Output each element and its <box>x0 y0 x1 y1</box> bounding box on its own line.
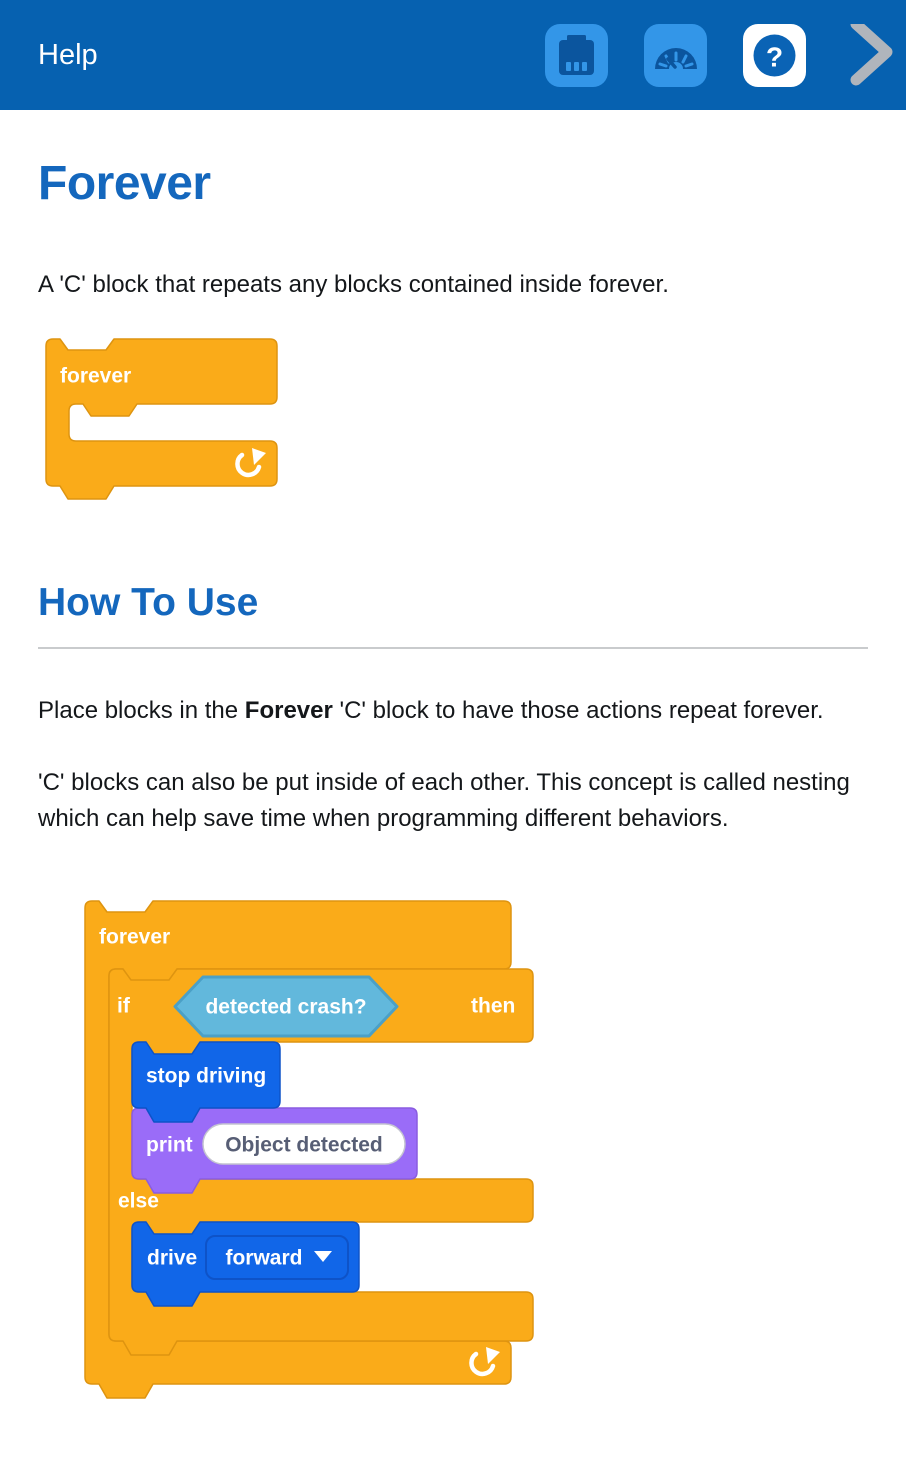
header <box>0 0 906 110</box>
usage-text-before: Place blocks in the <box>38 697 245 724</box>
then-label: then <box>471 994 516 1018</box>
block-description: A 'C' block that repeats any blocks contained inside forever. <box>38 271 669 298</box>
help-article <box>0 156 906 1404</box>
else-label: else <box>118 1189 159 1213</box>
page-title: Help <box>38 38 98 71</box>
section-divider <box>38 647 868 649</box>
help-button[interactable] <box>743 24 806 87</box>
drive-label: drive <box>147 1246 198 1270</box>
next-page-button[interactable] <box>842 24 900 87</box>
dashboard-button[interactable] <box>644 24 707 87</box>
outer-forever-label: forever <box>99 925 171 949</box>
article-title: Forever <box>38 157 211 210</box>
usage-paragraph <box>38 693 858 729</box>
brain-icon <box>545 24 608 87</box>
drive-direction-value: forward <box>225 1246 303 1270</box>
forever-block-illustration <box>44 337 294 509</box>
section-title: How To Use <box>38 581 259 624</box>
nesting-paragraph: 'C' blocks can also be put inside of each other. This concept is called nesting which can help save time when programming different behaviors. <box>38 769 850 832</box>
print-label: print <box>146 1133 193 1157</box>
chevron-right-icon <box>842 24 900 87</box>
brain-device-button[interactable] <box>545 24 608 87</box>
if-label: if <box>117 994 130 1018</box>
forever-block-label: forever <box>60 364 132 388</box>
stop-driving-label: stop driving <box>146 1064 267 1088</box>
question-mark-glyph: ? <box>765 41 784 72</box>
print-value-text: Object detected <box>225 1133 383 1157</box>
usage-text-after: 'C' block to have those actions repeat forever. <box>332 697 824 724</box>
dashboard-icon <box>644 24 707 87</box>
header-buttons <box>545 24 900 87</box>
usage-text-bold: Forever <box>244 697 333 724</box>
help-icon <box>743 24 806 87</box>
condition-label: detected crash? <box>205 995 367 1019</box>
nested-blocks-illustration <box>83 899 543 1404</box>
